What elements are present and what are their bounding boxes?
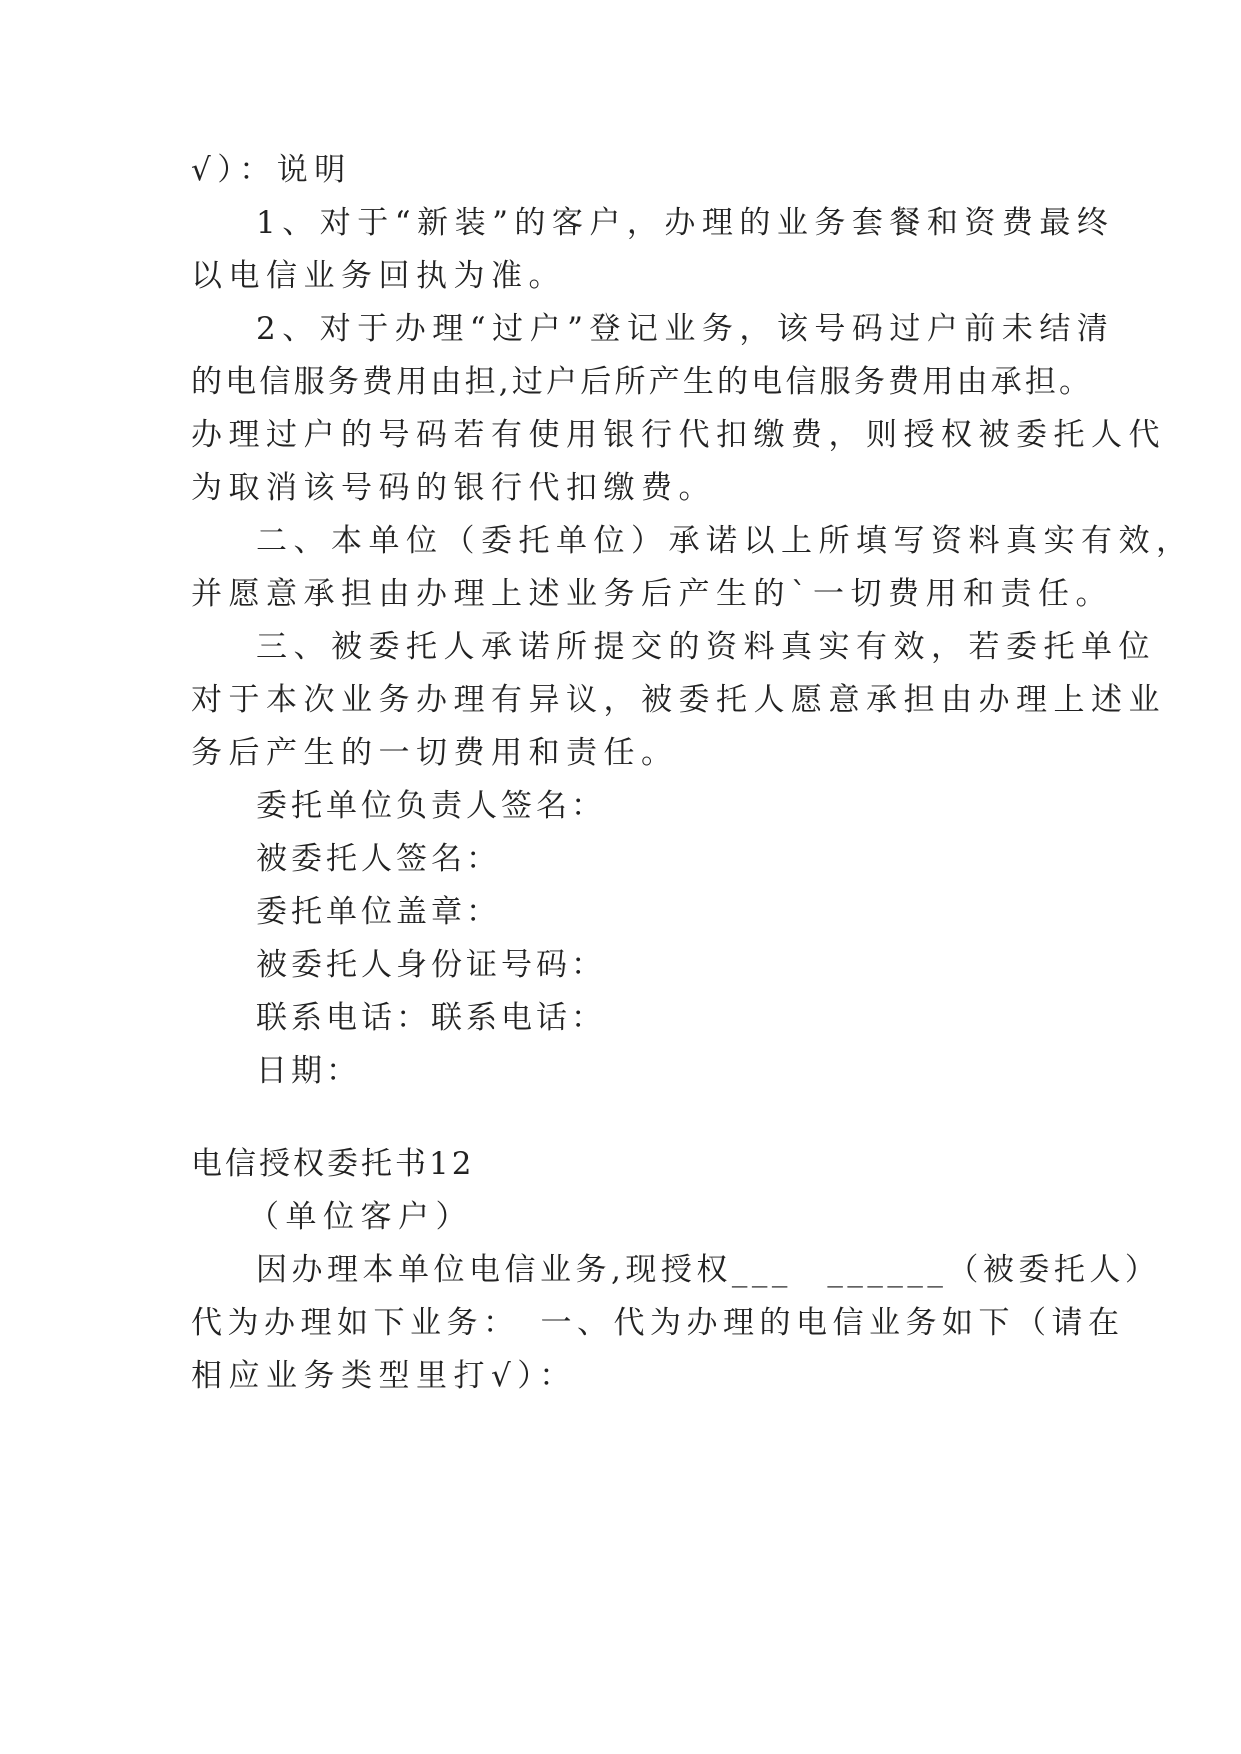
paragraph-line: 为取消该号码的银行代扣缴费。 [191, 470, 716, 506]
paragraph-line: 二、本单位（委托单位）承诺以上所填写资料真实有效， [256, 523, 1194, 559]
paragraph-line: 1、对于“新装”的客户，办理的业务套餐和资费最终 [256, 205, 1115, 241]
date-label: 日期： [256, 1053, 361, 1089]
paragraph-line: 以电信业务回执为准。 [191, 258, 566, 294]
paragraph-line: 2、对于办理“过户”登记业务，该号码过户前未结清 [256, 311, 1115, 347]
document-subtitle: （单位客户） [248, 1199, 473, 1235]
paragraph-line: 相应业务类型里打√）： [191, 1358, 577, 1394]
trustee-id-label: 被委托人身份证号码： [256, 947, 606, 983]
paragraph-line: 三、被委托人承诺所提交的资料真实有效，若委托单位 [256, 629, 1156, 665]
paragraph-line: 办理过户的号码若有使用银行代扣缴费，则授权被委托人代 [191, 417, 1166, 453]
paragraph-line: 务后产生的一切费用和责任。 [191, 735, 679, 771]
paragraph-line: 并愿意承担由办理上述业务后产生的`一切费用和责任。 [191, 576, 1113, 612]
paragraph-line: 代为办理如下业务： 一、代为办理的电信业务如下（请在 [191, 1305, 1125, 1341]
paragraph-line: √）：说明 [191, 152, 352, 188]
document-title: 电信授权委托书12 [191, 1146, 475, 1182]
unit-seal-label: 委托单位盖章： [256, 894, 501, 930]
paragraph-line: 对于本次业务办理有异议，被委托人愿意承担由办理上述业 [191, 682, 1166, 718]
trustee-signature-label: 被委托人签名： [256, 841, 501, 877]
phone-label: 联系电话：联系电话： [256, 1000, 606, 1036]
unit-leader-signature-label: 委托单位负责人签名： [256, 788, 606, 824]
paragraph-line: 因办理本单位电信业务,现授权___ ______（被委托人） [256, 1252, 1161, 1288]
paragraph-line: 的电信服务费用由担,过户后所产生的电信服务费用由承担。 [191, 364, 1094, 400]
